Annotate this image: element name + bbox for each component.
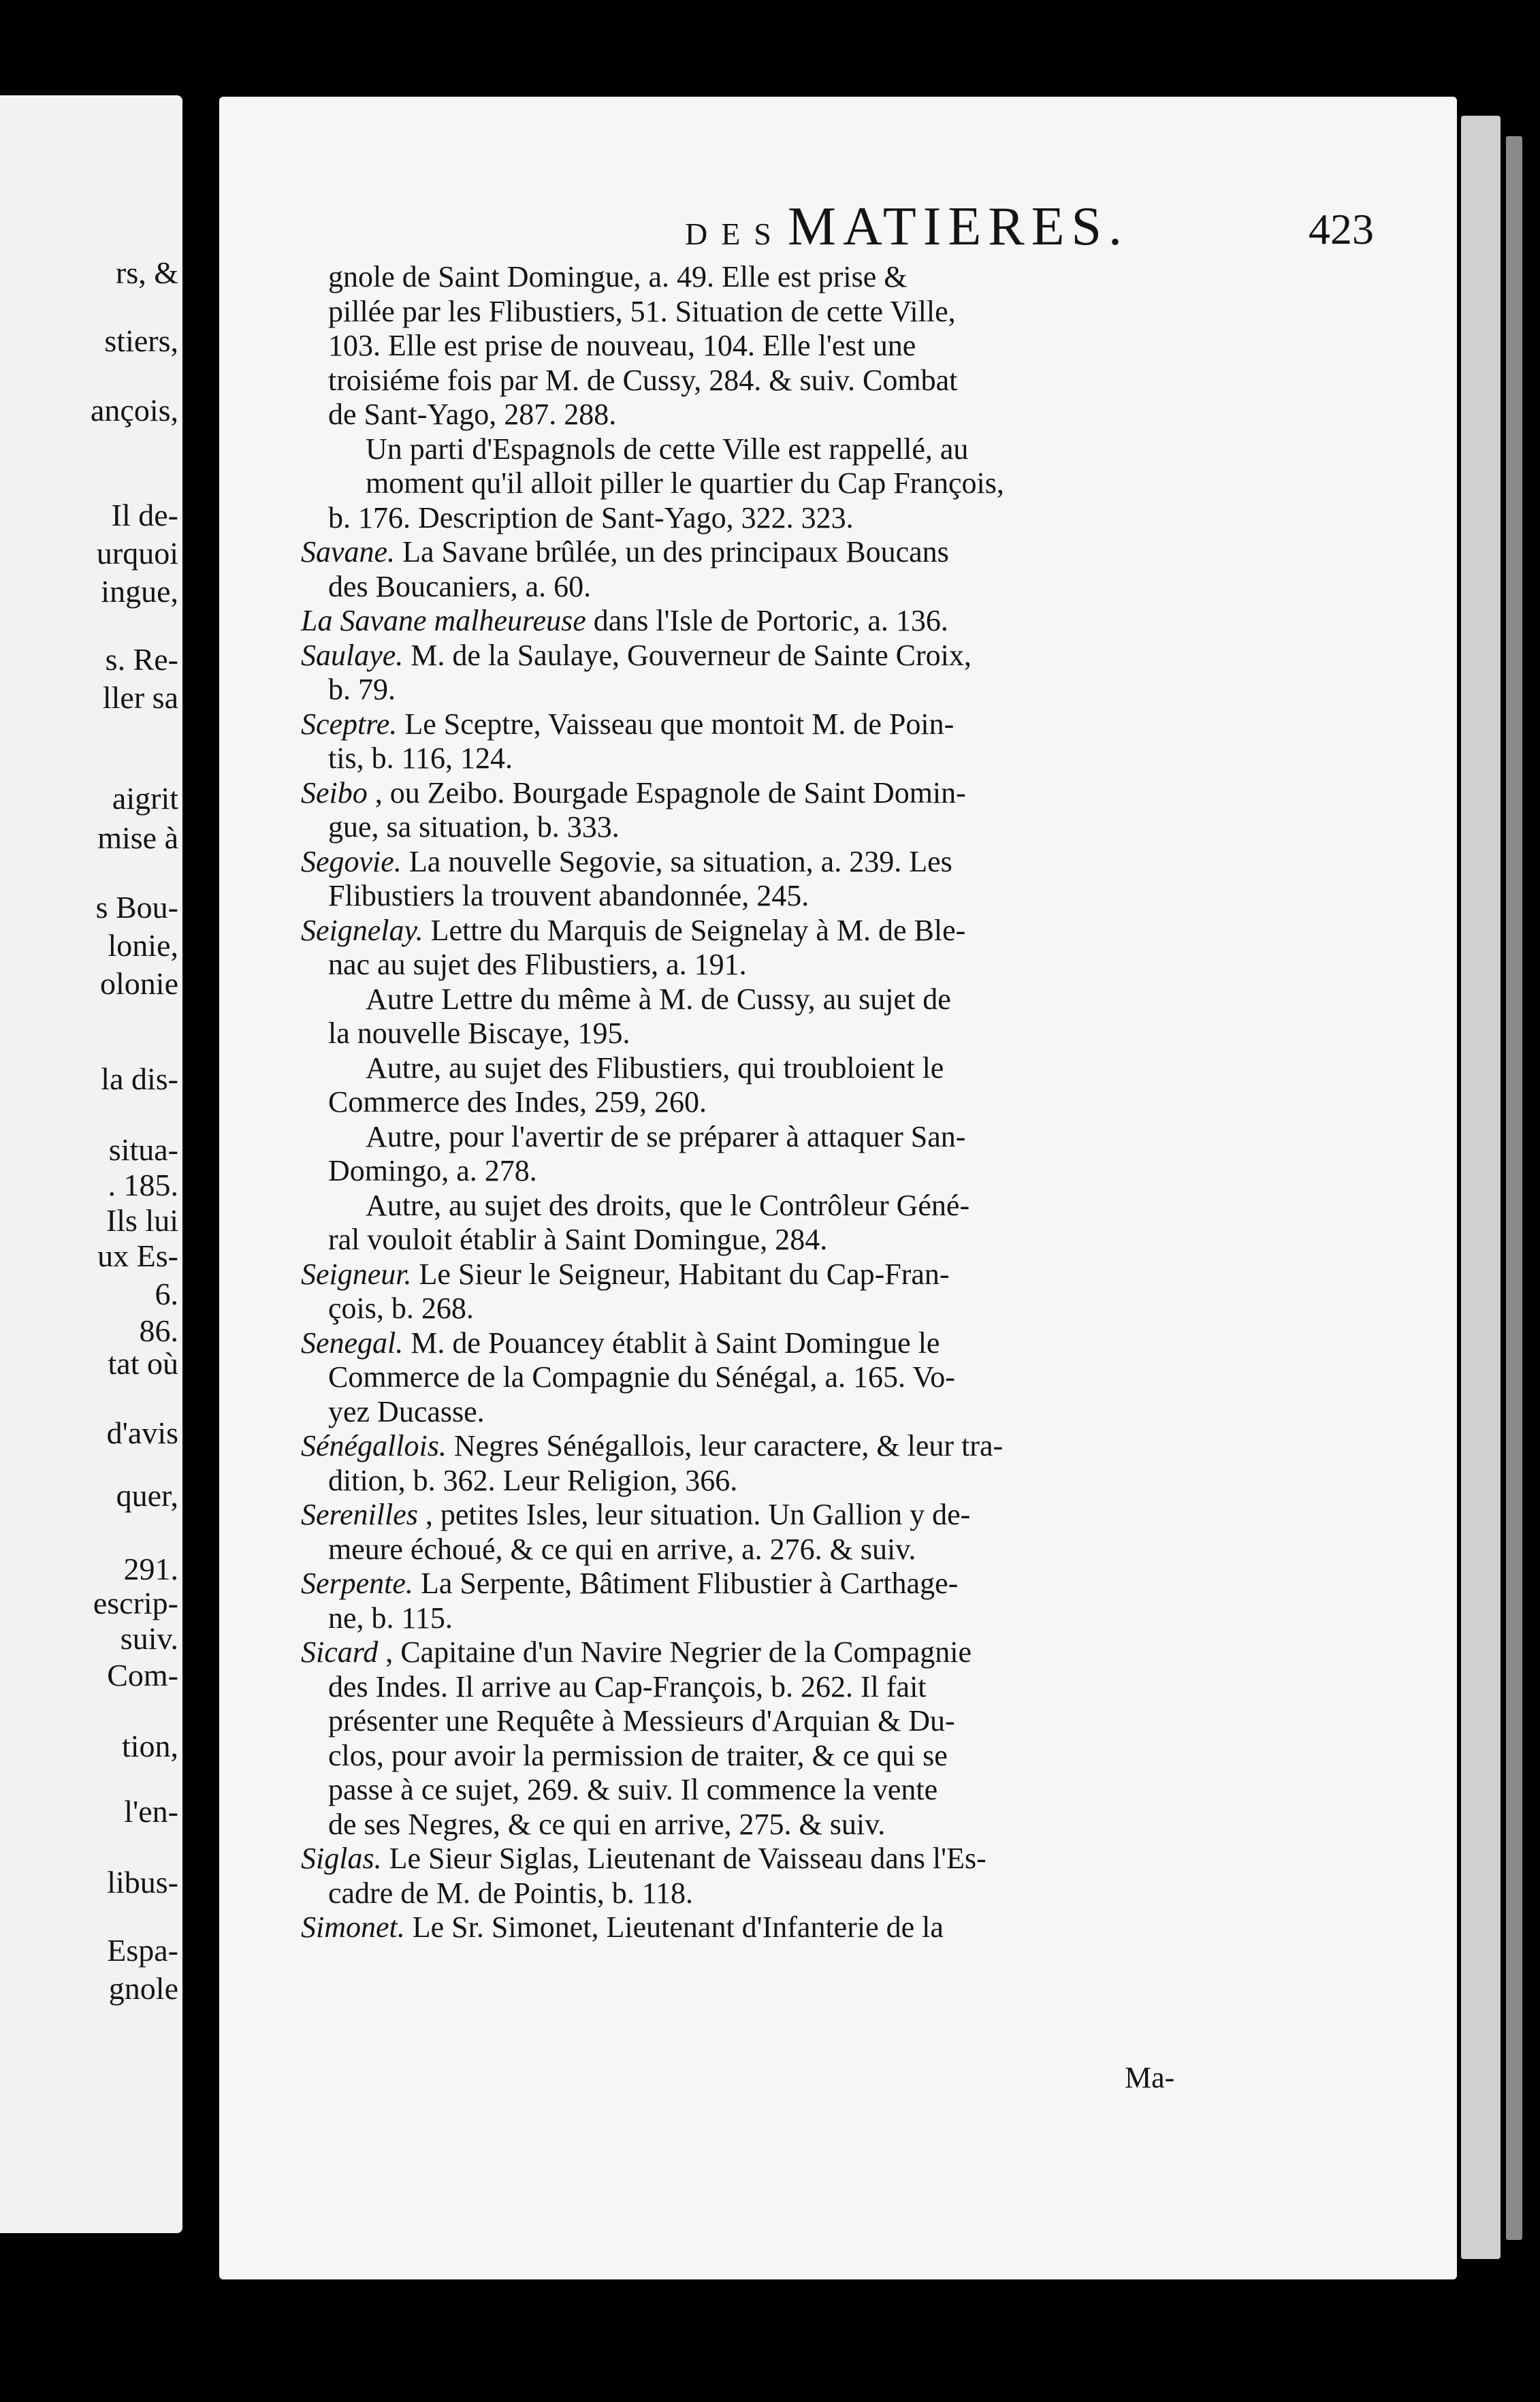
entry-text: de ses Negres, & ce qui en arrive, 275. & suiv. xyxy=(328,1807,886,1841)
facing-page-line: rs, & xyxy=(116,255,178,290)
index-continuation-line xyxy=(301,1051,1404,1086)
index-page xyxy=(219,97,1457,2279)
index-continuation-line xyxy=(301,741,1404,776)
index-continuation-line xyxy=(301,1601,1404,1636)
entry-headword: Senegal. xyxy=(301,1326,404,1360)
entry-text: dition, b. 362. Leur Religion, 366. xyxy=(328,1463,738,1497)
entry-text: 103. Elle est prise de nouveau, 104. Elle l'est une xyxy=(328,329,916,362)
entry-headword: Segovie. xyxy=(301,844,402,878)
entry-text: clos, pour avoir la permission de traiter, & ce qui se xyxy=(328,1738,948,1772)
entry-text: ral vouloit établir à Saint Domingue, 284. xyxy=(328,1223,828,1256)
entry-text: Autre, au sujet des droits, que le Contrôleur Géné- xyxy=(366,1188,970,1222)
index-continuation-line xyxy=(301,1360,1404,1395)
entry-headword: Simonet. xyxy=(301,1910,405,1944)
entry-headword: Saulaye. xyxy=(301,638,404,672)
index-continuation-line xyxy=(301,1016,1404,1051)
index-entry-line xyxy=(301,776,1404,811)
entry-headword: Savane. xyxy=(301,535,396,569)
facing-page-line: suiv. xyxy=(120,1621,178,1656)
entry-text: tis, b. 116, 124. xyxy=(328,741,513,775)
index-entry-line xyxy=(301,1258,1404,1292)
entry-text: nac au sujet des Flibustiers, a. 191. xyxy=(328,948,747,981)
index-continuation-line xyxy=(301,501,1404,536)
entry-text: Autre Lettre du même à M. de Cussy, au sujet de xyxy=(366,982,951,1016)
entry-text: La Serpente, Bâtiment Flibustier à Carthage- xyxy=(420,1567,959,1600)
entry-headword: Siglas. xyxy=(301,1842,382,1875)
index-continuation-line xyxy=(301,1704,1404,1739)
facing-page-line: ux Es- xyxy=(97,1238,178,1273)
entry-text: gue, sa situation, b. 333. xyxy=(328,810,620,844)
facing-page-left xyxy=(0,95,182,2233)
entry-text: , petites Isles, leur situation. Un Gallion y de- xyxy=(425,1498,971,1531)
index-entry-line xyxy=(301,914,1404,948)
entry-text: Commerce de la Compagnie du Sénégal, a. 165. Vo- xyxy=(328,1360,955,1394)
entry-text: Negres Sénégallois, leur caractere, & leur tra- xyxy=(453,1429,1004,1462)
page-edge xyxy=(1461,116,1501,2259)
index-continuation-line xyxy=(301,1189,1404,1223)
entry-text: La nouvelle Segovie, sa situation, a. 239. Les xyxy=(408,844,952,878)
index-continuation-line xyxy=(301,398,1404,432)
index-continuation-line xyxy=(301,432,1404,467)
facing-page-line: libus- xyxy=(107,1865,178,1900)
facing-page-line: quer, xyxy=(116,1478,178,1513)
index-continuation-line xyxy=(301,948,1404,982)
index-continuation-line xyxy=(301,1773,1404,1808)
entry-text: M. de Pouancey établit à Saint Domingue le xyxy=(411,1326,940,1360)
facing-page-line: Espa- xyxy=(107,1933,178,1968)
index-continuation-line xyxy=(301,1120,1404,1155)
index-entry-line xyxy=(301,707,1404,742)
index-continuation-line xyxy=(301,260,1404,295)
index-continuation-line xyxy=(301,329,1404,364)
index-entry-line xyxy=(301,1635,1404,1670)
index-continuation-line xyxy=(301,982,1404,1017)
entry-text: gnole de Saint Domingue, a. 49. Elle est prise & xyxy=(328,260,908,293)
index-continuation-line xyxy=(301,364,1404,398)
facing-page-line: mise à xyxy=(97,820,178,855)
entry-text: Flibustiers la trouvent abandonnée, 245. xyxy=(328,879,809,912)
facing-page-line: ingue, xyxy=(101,574,178,609)
entry-text: Autre, au sujet des Flibustiers, qui troubloient le xyxy=(366,1051,944,1085)
entry-text: Autre, pour l'avertir de se préparer à attaquer San- xyxy=(366,1119,966,1153)
facing-page-line: Il de- xyxy=(111,498,178,532)
facing-page-line: . 185. xyxy=(108,1168,178,1202)
facing-page-line: 86. xyxy=(139,1313,178,1348)
entry-headword: Seignelay. xyxy=(301,913,423,947)
entry-headword: Serpente. xyxy=(301,1567,413,1600)
entry-text: M. de la Saulaye, Gouverneur de Sainte Croix, xyxy=(411,638,972,672)
entry-text: La Savane brûlée, un des principaux Boucans xyxy=(402,535,949,569)
index-entry-line xyxy=(301,1498,1404,1533)
facing-page-line: urquoi xyxy=(96,536,178,571)
facing-page-line: d'avis xyxy=(106,1415,178,1450)
index-continuation-line xyxy=(301,466,1404,501)
entry-headword: Sicard xyxy=(301,1635,379,1669)
index-continuation-line xyxy=(301,1533,1404,1567)
entry-text: passe à ce sujet, 269. & suiv. Il commence la vente xyxy=(328,1773,938,1806)
index-continuation-line xyxy=(301,879,1404,914)
entry-text: des Boucaniers, a. 60. xyxy=(328,569,592,603)
facing-page-line: stiers, xyxy=(104,323,178,358)
facing-page-line: situa- xyxy=(108,1132,178,1167)
index-continuation-line xyxy=(301,673,1404,707)
entry-text: b. 79. xyxy=(328,673,396,706)
facing-page-line: gnole xyxy=(108,1971,178,2006)
entry-text: Un parti d'Espagnols de cette Ville est rappellé, au xyxy=(366,432,969,466)
running-head-prefix: DES xyxy=(684,217,785,251)
entry-text: meure échoué, & ce qui en arrive, a. 276. & suiv. xyxy=(328,1532,916,1566)
entry-text: Le Sieur Siglas, Lieutenant de Vaisseau dans l'Es- xyxy=(389,1842,986,1875)
index-continuation-line xyxy=(301,1739,1404,1774)
entry-headword: Sénégallois. xyxy=(301,1429,447,1462)
index-entry-line xyxy=(301,535,1404,570)
index-entry-line xyxy=(301,1842,1404,1876)
index-continuation-line xyxy=(301,570,1404,605)
facing-page-line: Com- xyxy=(107,1658,178,1693)
entry-headword: Sceptre. xyxy=(301,707,398,741)
entry-text: , Capitaine d'un Navire Negrier de la Compagnie xyxy=(385,1635,972,1669)
entry-text: Le Sceptre, Vaisseau que montoit M. de Poin- xyxy=(404,707,955,741)
facing-page-line: s. Re- xyxy=(105,642,178,677)
index-entry-line xyxy=(301,1567,1404,1601)
facing-page-line: olonie xyxy=(100,966,178,1001)
index-continuation-line xyxy=(301,1085,1404,1120)
page-edge-dark xyxy=(1506,136,1522,2240)
index-entry-line xyxy=(301,1429,1404,1464)
entry-text: yez Ducasse. xyxy=(328,1394,485,1428)
entry-headword: Seigneur. xyxy=(301,1257,412,1291)
entry-text: cadre de M. de Pointis, b. 118. xyxy=(328,1876,694,1910)
facing-page-line: s Bou- xyxy=(95,890,178,925)
facing-page-line: 291. xyxy=(123,1552,178,1586)
index-entries xyxy=(301,260,1404,1945)
index-continuation-line xyxy=(301,1876,1404,1911)
entry-text: , ou Zeibo. Bourgade Espagnole de Saint Domin- xyxy=(374,775,966,810)
facing-page-line: aigrit xyxy=(112,781,178,816)
index-continuation-line xyxy=(301,1464,1404,1499)
facing-page-line: ller sa xyxy=(102,680,178,715)
index-continuation-line xyxy=(301,1395,1404,1430)
index-entry-line xyxy=(301,845,1404,880)
entry-text: la nouvelle Biscaye, 195. xyxy=(328,1016,630,1050)
facing-page-line: lonie, xyxy=(108,928,178,963)
entry-text: Le Sieur le Seigneur, Habitant du Cap-Fran- xyxy=(419,1257,950,1291)
entry-headword: Seibo xyxy=(301,775,368,810)
catchword: Ma- xyxy=(1125,2061,1175,2094)
index-entry-line xyxy=(301,1910,1404,1945)
entry-text: ne, b. 115. xyxy=(328,1601,453,1635)
index-continuation-line xyxy=(301,1223,1404,1258)
facing-page-line: tion, xyxy=(121,1729,178,1763)
index-entry-line xyxy=(301,639,1404,673)
running-head xyxy=(437,196,1377,258)
entry-text: dans l'Isle de Portoric, a. 136. xyxy=(593,604,948,637)
running-head-title: MATIERES. xyxy=(787,197,1129,257)
index-continuation-line xyxy=(301,810,1404,845)
facing-page-line: la dis- xyxy=(101,1061,178,1096)
entry-text: Commerce des Indes, 259, 260. xyxy=(328,1085,707,1119)
index-continuation-line xyxy=(301,1670,1404,1705)
page-number: 423 xyxy=(1309,205,1374,253)
entry-text: de Sant-Yago, 287. 288. xyxy=(328,398,617,431)
facing-page-line: 6. xyxy=(155,1277,178,1311)
index-entry-line xyxy=(301,1326,1404,1361)
entry-text: Domingo, a. 278. xyxy=(328,1154,537,1187)
index-continuation-line xyxy=(301,1292,1404,1326)
entry-text: des Indes. Il arrive au Cap-François, b. 262. Il fait xyxy=(328,1669,927,1703)
entry-text: présenter une Requête à Messieurs d'Arquian & Du- xyxy=(328,1704,955,1738)
entry-headword: La Savane malheureuse xyxy=(301,604,586,637)
entry-text: çois, b. 268. xyxy=(328,1292,474,1325)
entry-text: Le Sr. Simonet, Lieutenant d'Infanterie de la xyxy=(412,1910,944,1944)
entry-text: pillée par les Flibustiers, 51. Situation de cette Ville, xyxy=(328,294,956,328)
index-continuation-line xyxy=(301,1154,1404,1189)
facing-page-line: ançois, xyxy=(90,393,178,428)
entry-headword: Serenilles xyxy=(301,1498,418,1531)
facing-page-line: Ils lui xyxy=(106,1203,178,1238)
entry-text: moment qu'il alloit piller le quartier du Cap François, xyxy=(366,466,1004,500)
facing-page-line: tat où xyxy=(108,1346,178,1381)
facing-page-line: escrip- xyxy=(93,1586,178,1620)
entry-text: troisiéme fois par M. de Cussy, 284. & suiv. Combat xyxy=(328,363,958,397)
index-continuation-line xyxy=(301,295,1404,330)
entry-text: b. 176. Description de Sant-Yago, 322. 323. xyxy=(328,500,854,534)
index-entry-line xyxy=(301,604,1404,639)
entry-text: Lettre du Marquis de Seignelay à M. de Ble- xyxy=(430,913,966,947)
facing-page-line: l'en- xyxy=(124,1794,178,1829)
index-continuation-line xyxy=(301,1808,1404,1842)
